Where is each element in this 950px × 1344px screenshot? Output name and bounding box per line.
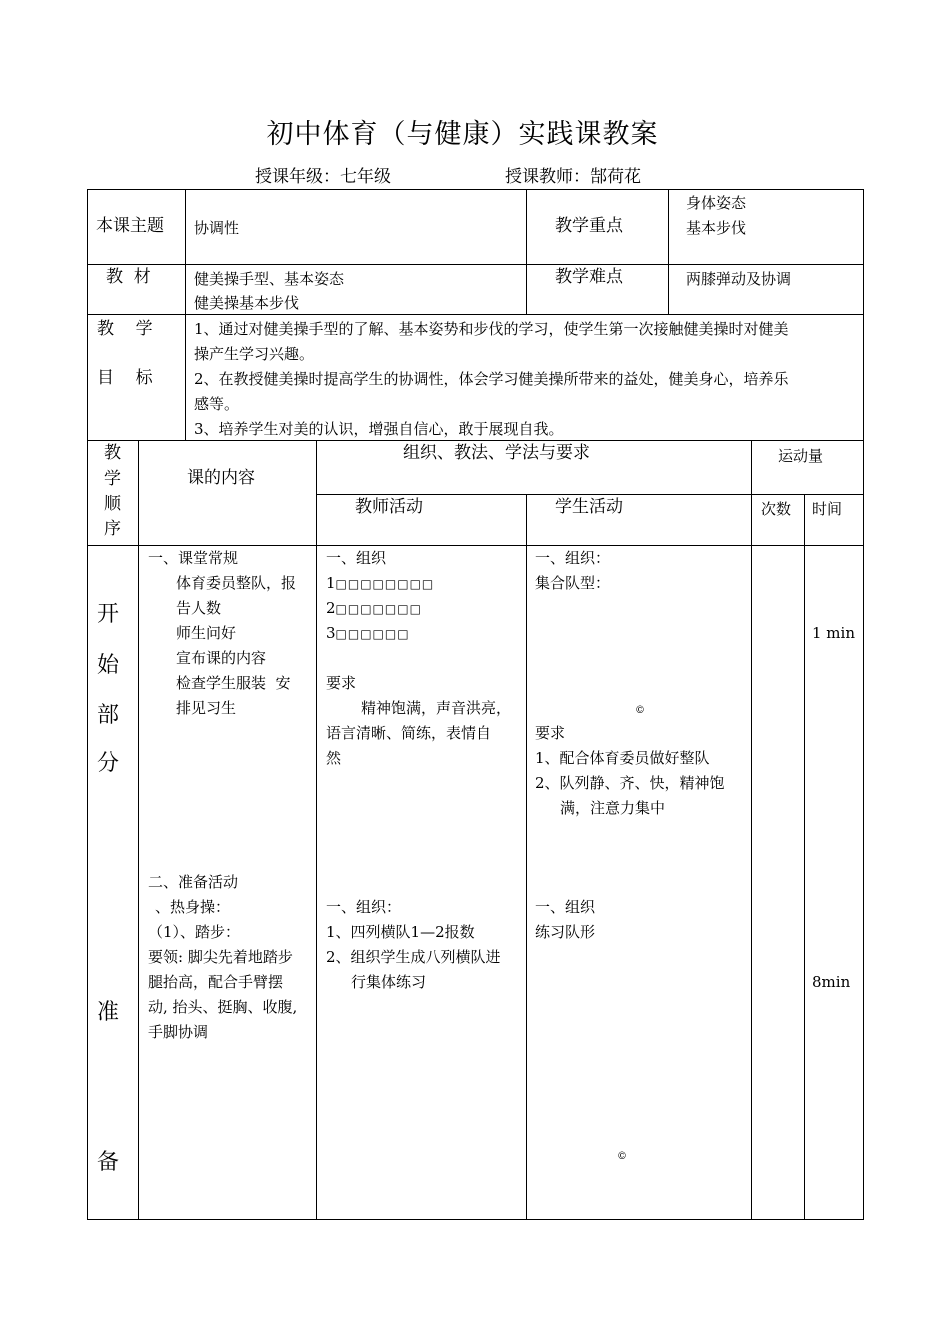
start-time: 1 min: [812, 624, 855, 642]
start-teacher-4-garbled: □□□□□□: [335, 627, 410, 641]
goal-line-2: 操产生学习兴趣。: [194, 345, 315, 363]
prep-teacher-3: 2、组织学生成八列横队进: [326, 948, 501, 966]
load-header: 运动量: [778, 447, 824, 465]
org-header: 组织、教法、学法与要求: [403, 443, 590, 463]
start-char-4: 分: [97, 751, 120, 776]
goal-line-1: 1、通过对健美操手型的了解、基本姿势和步伐的学习，使学生第一次接触健美操时对健美: [194, 320, 789, 338]
start-content-2: 体育委员整队，报: [176, 574, 297, 592]
material-label: 教 材: [106, 267, 151, 287]
goal-label-1: 教 学: [97, 319, 153, 339]
grade-label: 授课年级：七年级: [255, 167, 391, 187]
start-content-4: 师生问好: [176, 624, 237, 642]
order-char-1: 教: [104, 443, 121, 463]
prep-teacher-1: 一、组织：: [326, 898, 402, 916]
key-value-1: 身体姿态: [686, 194, 747, 212]
prep-content-2: 、热身操：: [155, 898, 231, 916]
prep-student-1: 一、组织: [535, 898, 596, 916]
start-teacher-2: [326, 571, 434, 597]
key-label: 教学重点: [555, 216, 623, 236]
goal-line-4: 感等。: [194, 395, 240, 413]
copyright-mark-2: ©: [617, 1151, 627, 1162]
prep-content-3: （1）、踏步：: [148, 923, 241, 941]
prep-content-5: 腿抬高，配合手臂摆: [148, 973, 284, 991]
order-char-4: 序: [104, 519, 121, 539]
start-char-2: 始: [97, 653, 120, 678]
start-teacher-2-num: 1: [326, 574, 336, 592]
start-student-4: 1、配合体育委员做好整队: [535, 749, 710, 767]
student-activity-header: 学生活动: [555, 497, 623, 517]
prep-content-6: 动, 抬头、挺胸、收腹,: [148, 998, 298, 1016]
order-char-3: 顺: [104, 494, 121, 514]
start-student-1: 一、组织：: [535, 549, 611, 567]
prep-content-4: 要领: 脚尖先着地踏步: [148, 948, 293, 966]
teacher-label: 授课教师：郜荷花: [505, 167, 641, 187]
start-content-5: 宣布课的内容: [176, 649, 267, 667]
start-teacher-6: 精神饱满，声音洪亮，: [361, 699, 512, 717]
start-content-3: 告人数: [176, 599, 222, 617]
material-value-2: 健美操基本步伐: [194, 294, 300, 312]
start-teacher-5: 要求: [326, 674, 357, 692]
prep-time: 8min: [812, 973, 851, 991]
prep-content-7: 手脚协调: [148, 1023, 209, 1041]
start-content-7: 排见习生: [176, 699, 237, 717]
page-title: 初中体育（与健康）实践课教案: [266, 119, 659, 150]
start-student-5: 2、队列静、齐、快，精神饱: [535, 774, 725, 792]
goal-label-2: 目 标: [97, 368, 153, 388]
start-char-3: 部: [97, 703, 120, 728]
content-header: 课的内容: [187, 468, 255, 488]
start-teacher-4-num: 3: [326, 624, 336, 642]
start-student-3: 要求: [535, 724, 566, 742]
times-header: 次数: [761, 500, 792, 518]
material-value-1: 健美操手型、基本姿态: [194, 270, 345, 288]
teacher-activity-header: 教师活动: [355, 497, 423, 517]
start-teacher-7: 语言清晰、简练，表情自: [326, 724, 492, 742]
topic-value: 协调性: [194, 219, 240, 237]
start-teacher-3-num: 2: [326, 599, 336, 617]
start-char-1: 开: [97, 602, 120, 627]
prep-content-1: 二、准备活动: [148, 873, 239, 891]
prep-student-2: 练习队形: [535, 923, 596, 941]
start-content-1: 一、课堂常规: [148, 549, 239, 567]
key-value-2: 基本步伐: [686, 219, 747, 237]
start-teacher-1: 一、组织: [326, 549, 387, 567]
topic-label: 本课主题: [96, 216, 164, 236]
prep-teacher-2: 1、四列横队1—2报数: [326, 923, 475, 941]
difficulty-value: 两膝弹动及协调: [686, 270, 792, 288]
start-content-6: 检查学生服装 安: [176, 674, 291, 692]
start-student-2: 集合队型：: [535, 574, 611, 592]
goal-line-3: 2、在教授健美操时提高学生的协调性，体会学习健美操所带来的益处，健美身心，培养乐: [194, 370, 789, 388]
start-teacher-8: 然: [326, 749, 342, 767]
start-teacher-4: [326, 621, 410, 647]
difficulty-label: 教学难点: [555, 267, 623, 287]
start-student-6: 满，注意力集中: [560, 799, 666, 817]
time-header: 时间: [812, 500, 843, 518]
prep-teacher-4: 行集体练习: [351, 973, 427, 991]
prep-char-2: 备: [97, 1150, 120, 1175]
order-char-2: 学: [104, 469, 121, 489]
prep-char-1: 准: [97, 1000, 120, 1025]
start-teacher-3-garbled: □□□□□□□: [335, 602, 422, 616]
start-teacher-3: [326, 596, 422, 622]
start-teacher-2-garbled: □□□□□□□□: [335, 577, 435, 591]
goal-line-5: 3、培养学生对美的认识，增强自信心，敢于展现自我。: [194, 420, 564, 438]
copyright-mark-1: ©: [635, 705, 645, 716]
